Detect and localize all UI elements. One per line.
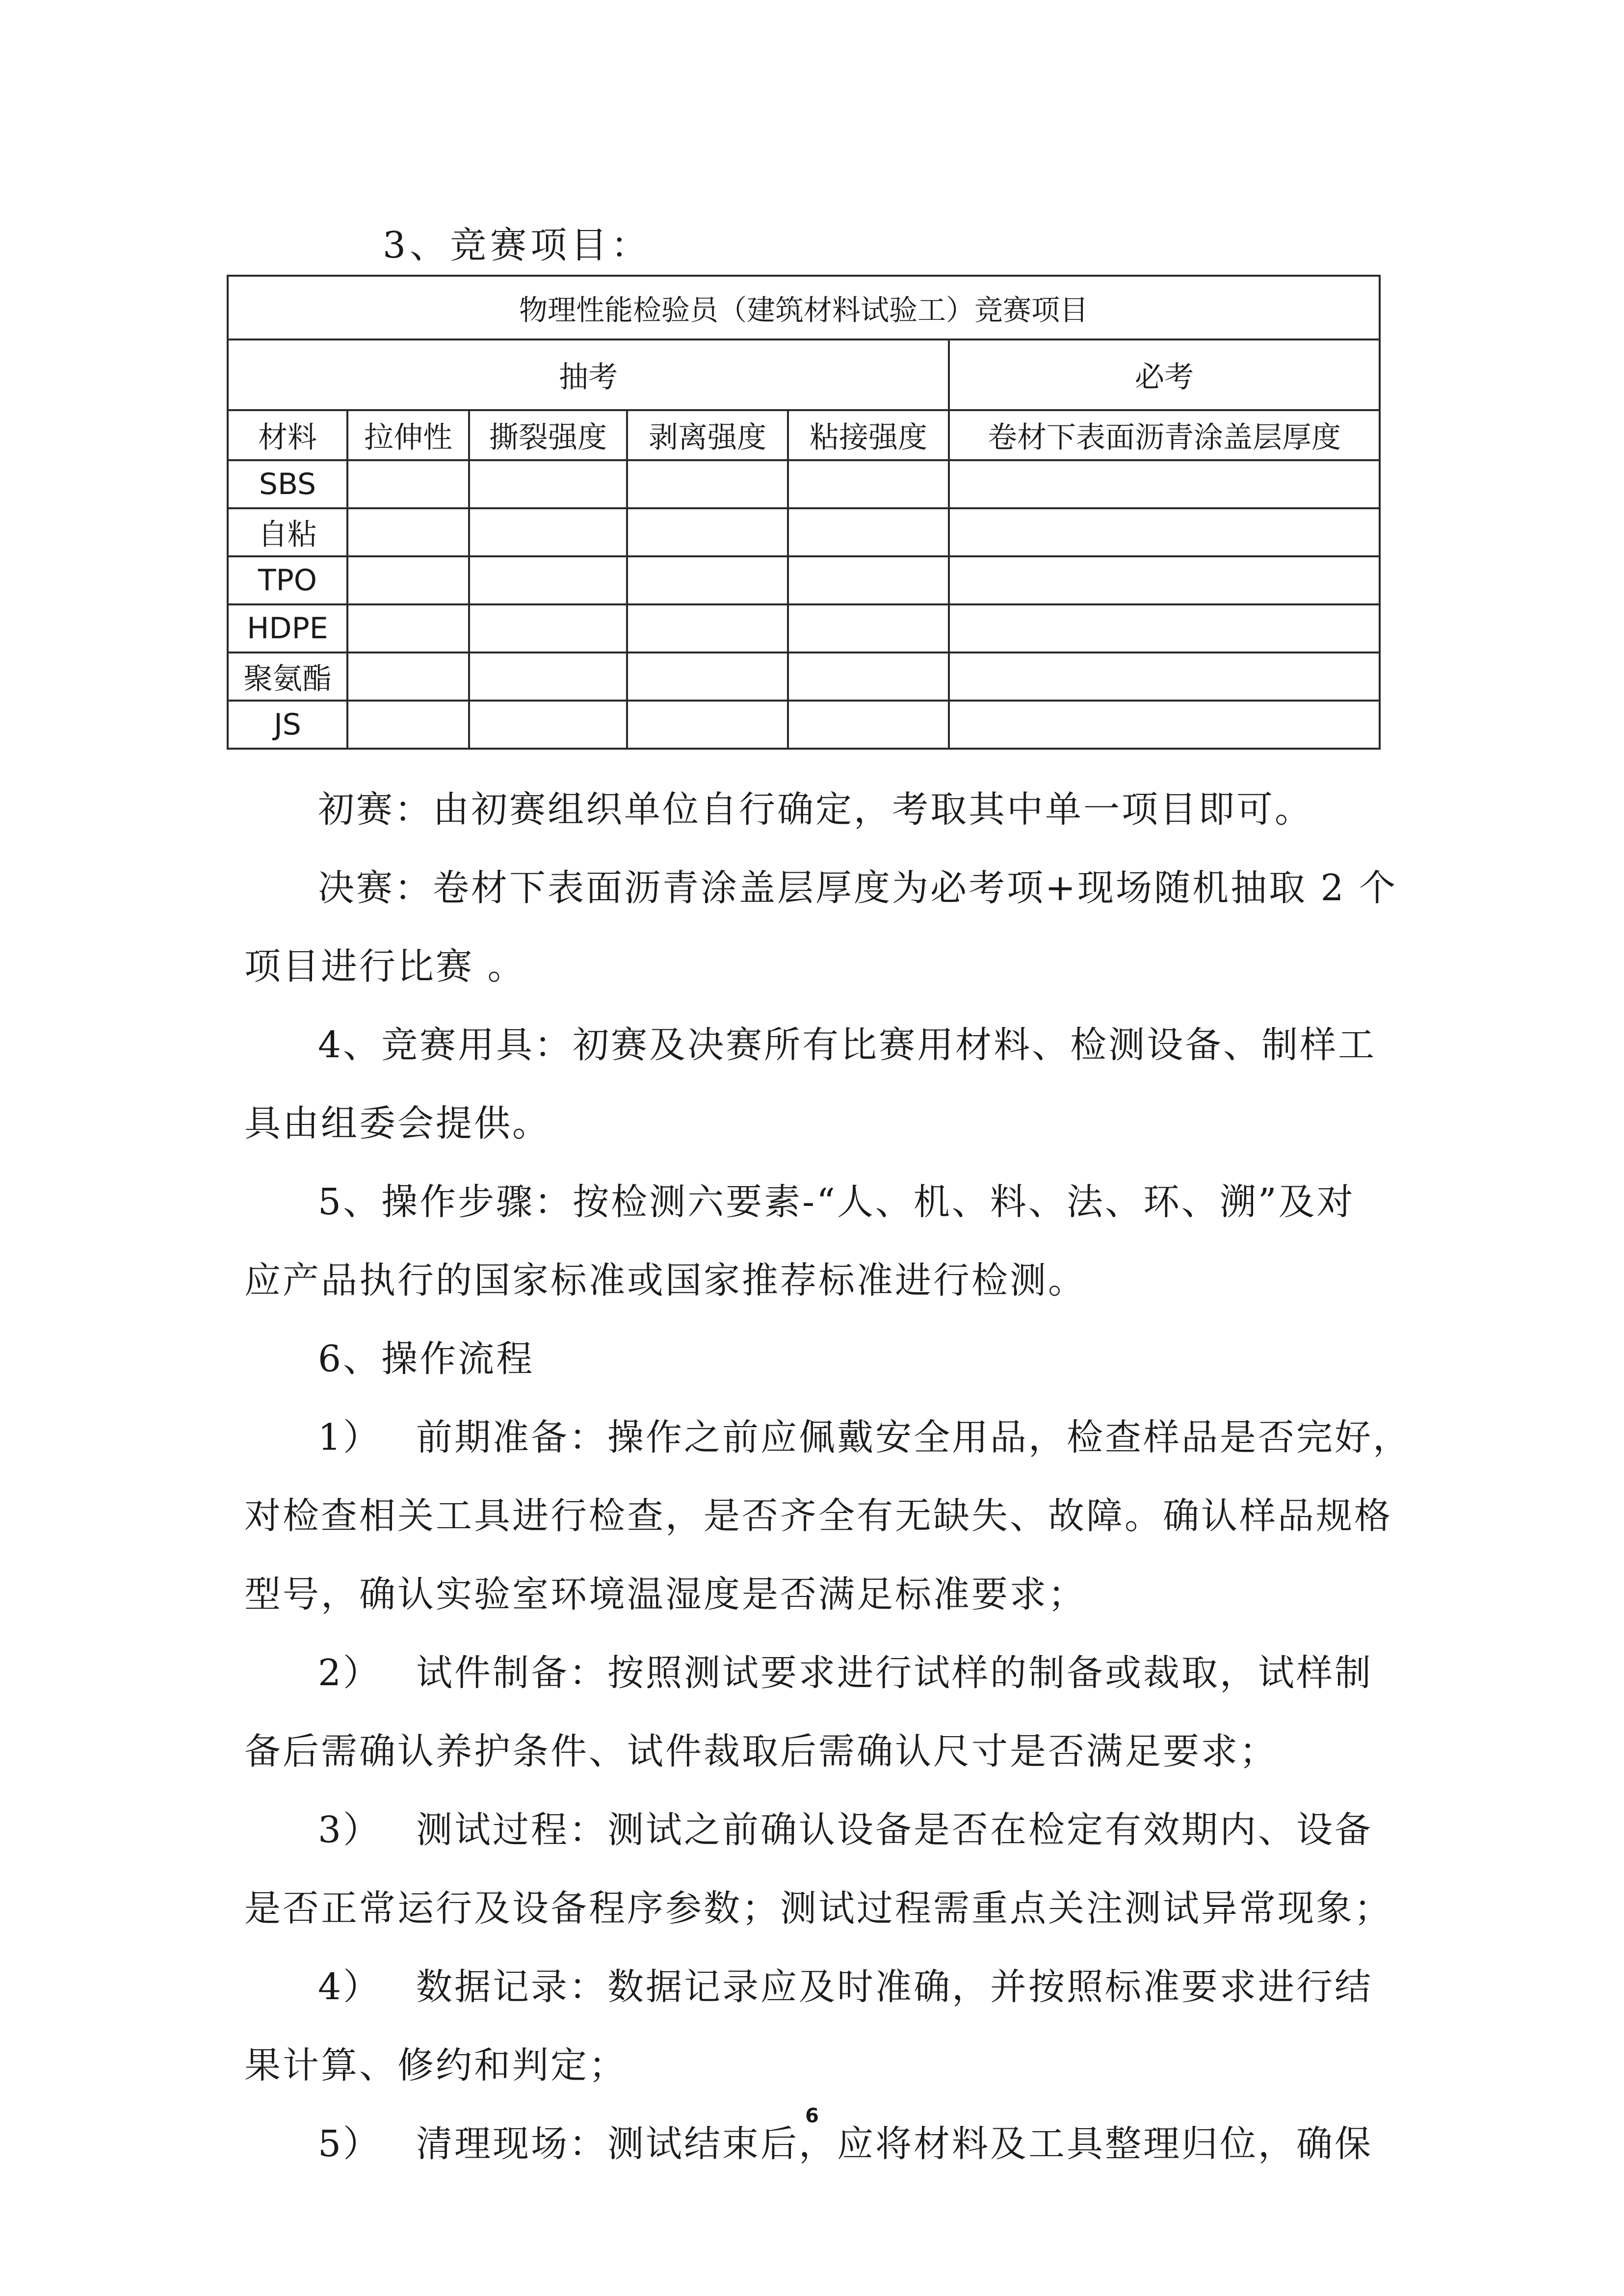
step-text: 数据记录：数据记录应及时准确，并按照标准要求进行结 [416, 1966, 1373, 2008]
material-cell: 聚氨酯 [228, 652, 347, 701]
empty-cell [469, 652, 627, 701]
empty-cell [788, 508, 949, 556]
table-title: 物理性能检验员（建筑材料试验工）竞赛项目 [228, 276, 1380, 339]
empty-cell [347, 652, 469, 701]
empty-cell [949, 556, 1380, 604]
steps-paragraph-line: 应产品执行的国家标准或国家推荐标准进行检测。 [244, 1259, 1086, 1302]
step-number: 5） [318, 2123, 382, 2165]
empty-cell [347, 604, 469, 652]
empty-cell [347, 508, 469, 556]
final-paragraph-line: 决赛：卷材下表面沥青涂盖层厚度为必考项+现场随机抽取 2 个 [318, 867, 1398, 909]
flow-heading: 6、操作流程 [318, 1338, 535, 1380]
empty-cell [627, 701, 788, 749]
empty-cell [469, 460, 627, 508]
step-number: 1） [318, 1416, 382, 1459]
empty-cell [347, 460, 469, 508]
empty-cell [347, 556, 469, 604]
tools-paragraph-line: 4、竞赛用具：初赛及决赛所有比赛用材料、检测设备、制样工 [318, 1024, 1377, 1066]
material-cell: 自粘 [228, 508, 347, 556]
competition-items-table [227, 275, 1381, 750]
header-peel: 剥离强度 [627, 410, 788, 460]
empty-cell [949, 604, 1380, 652]
empty-cell [627, 508, 788, 556]
empty-cell [788, 604, 949, 652]
empty-cell [469, 556, 627, 604]
table-row [228, 701, 1380, 749]
step-4-line [244, 1948, 1380, 2026]
table-row [228, 460, 1380, 508]
step-number: 3） [318, 1809, 382, 1851]
empty-cell [627, 460, 788, 508]
table-row [228, 652, 1380, 701]
step-3-line [244, 1791, 1380, 1869]
empty-cell [469, 701, 627, 749]
empty-cell [788, 701, 949, 749]
material-cell: HDPE [228, 604, 347, 652]
table-row [228, 604, 1380, 652]
group-optional: 抽考 [228, 339, 949, 410]
empty-cell [347, 701, 469, 749]
step-4-line: 果计算、修约和判定； [244, 2044, 627, 2087]
empty-cell [949, 508, 1380, 556]
table-row [228, 508, 1380, 556]
empty-cell [469, 604, 627, 652]
step-1-line: 对检查相关工具进行检查，是否齐全有无缺失、故障。确认样品规格 [244, 1495, 1392, 1537]
tools-paragraph-line: 具由组委会提供。 [244, 1102, 550, 1145]
prelim-paragraph: 初赛：由初赛组织单位自行确定，考取其中单一项目即可。 [318, 788, 1313, 831]
step-2-line [244, 1634, 1380, 1712]
header-tensile: 拉伸性 [347, 410, 469, 460]
empty-cell [788, 460, 949, 508]
step-text: 测试过程：测试之前确认设备是否在检定有效期内、设备 [416, 1809, 1373, 1851]
empty-cell [627, 556, 788, 604]
page-number: 6 [805, 2105, 819, 2127]
header-coating-thickness: 卷材下表面沥青涂盖层厚度 [949, 410, 1380, 460]
body-text [244, 770, 1411, 2183]
step-number: 4） [318, 1966, 382, 2008]
step-2-line: 备后需确认养护条件、试件裁取后需确认尺寸是否满足要求； [244, 1730, 1278, 1773]
section-heading: 3、竞赛项目： [383, 224, 652, 266]
steps-paragraph-line: 5、操作步骤：按检测六要素-“人、机、料、法、环、溯”及对 [318, 1181, 1355, 1223]
material-cell: TPO [228, 556, 347, 604]
step-1-line: 型号，确认实验室环境温湿度是否满足标准要求； [244, 1573, 1086, 1616]
step-3-line: 是否正常运行及设备程序参数；测试过程需重点关注测试异常现象； [244, 1887, 1392, 1930]
empty-cell [788, 652, 949, 701]
empty-cell [469, 508, 627, 556]
empty-cell [949, 701, 1380, 749]
header-tear: 撕裂强度 [469, 410, 627, 460]
step-1-line [244, 1398, 1411, 1477]
empty-cell [627, 604, 788, 652]
step-text: 前期准备：操作之前应佩戴安全用品，检查样品是否完好， [416, 1416, 1411, 1459]
material-cell: JS [228, 701, 347, 749]
group-required: 必考 [949, 339, 1380, 410]
step-number: 2） [318, 1652, 382, 1694]
header-bond: 粘接强度 [788, 410, 949, 460]
step-text: 试件制备：按照测试要求进行试样的制备或裁取，试样制 [416, 1652, 1373, 1694]
material-cell: SBS [228, 460, 347, 508]
empty-cell [788, 556, 949, 604]
table-row [228, 556, 1380, 604]
final-paragraph-line: 项目进行比赛 。 [244, 945, 526, 988]
header-material: 材料 [228, 410, 347, 460]
empty-cell [949, 652, 1380, 701]
empty-cell [949, 460, 1380, 508]
step-text: 清理现场：测试结束后，应将材料及工具整理归位，确保 [416, 2123, 1373, 2165]
empty-cell [627, 652, 788, 701]
